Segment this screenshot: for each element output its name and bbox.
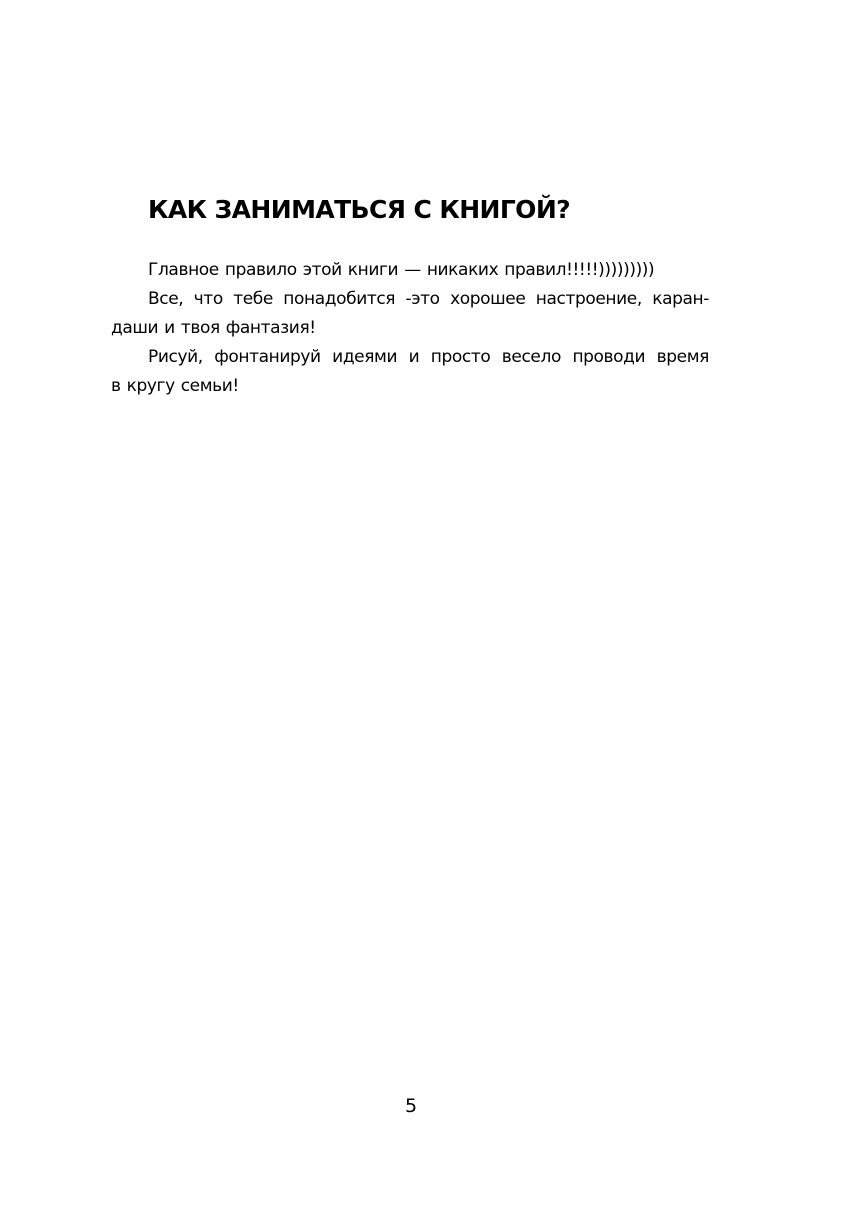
paragraph-line: в кругу семьи! (111, 376, 239, 396)
paragraph-line: Рисуй, фонтанируй идеями и просто весело проводи время (148, 347, 709, 367)
page-heading: КАК ЗАНИМАТЬСЯ С КНИГОЙ? (148, 195, 571, 224)
paragraph-what-you-need (111, 285, 709, 343)
paragraph-line: даши и твоя фантазия! (111, 318, 316, 338)
paragraph-line: Главное правило этой книги — никаких правил!!!!!))))))))) (148, 260, 655, 280)
page-number: 5 (404, 1095, 418, 1117)
paragraph-main-rule (111, 256, 709, 285)
paragraph-line: Все, что тебе понадобится -это хорошее настроение, каран- (148, 289, 709, 309)
paragraph-draw-and-have-fun (111, 343, 709, 401)
body-text (111, 256, 709, 401)
